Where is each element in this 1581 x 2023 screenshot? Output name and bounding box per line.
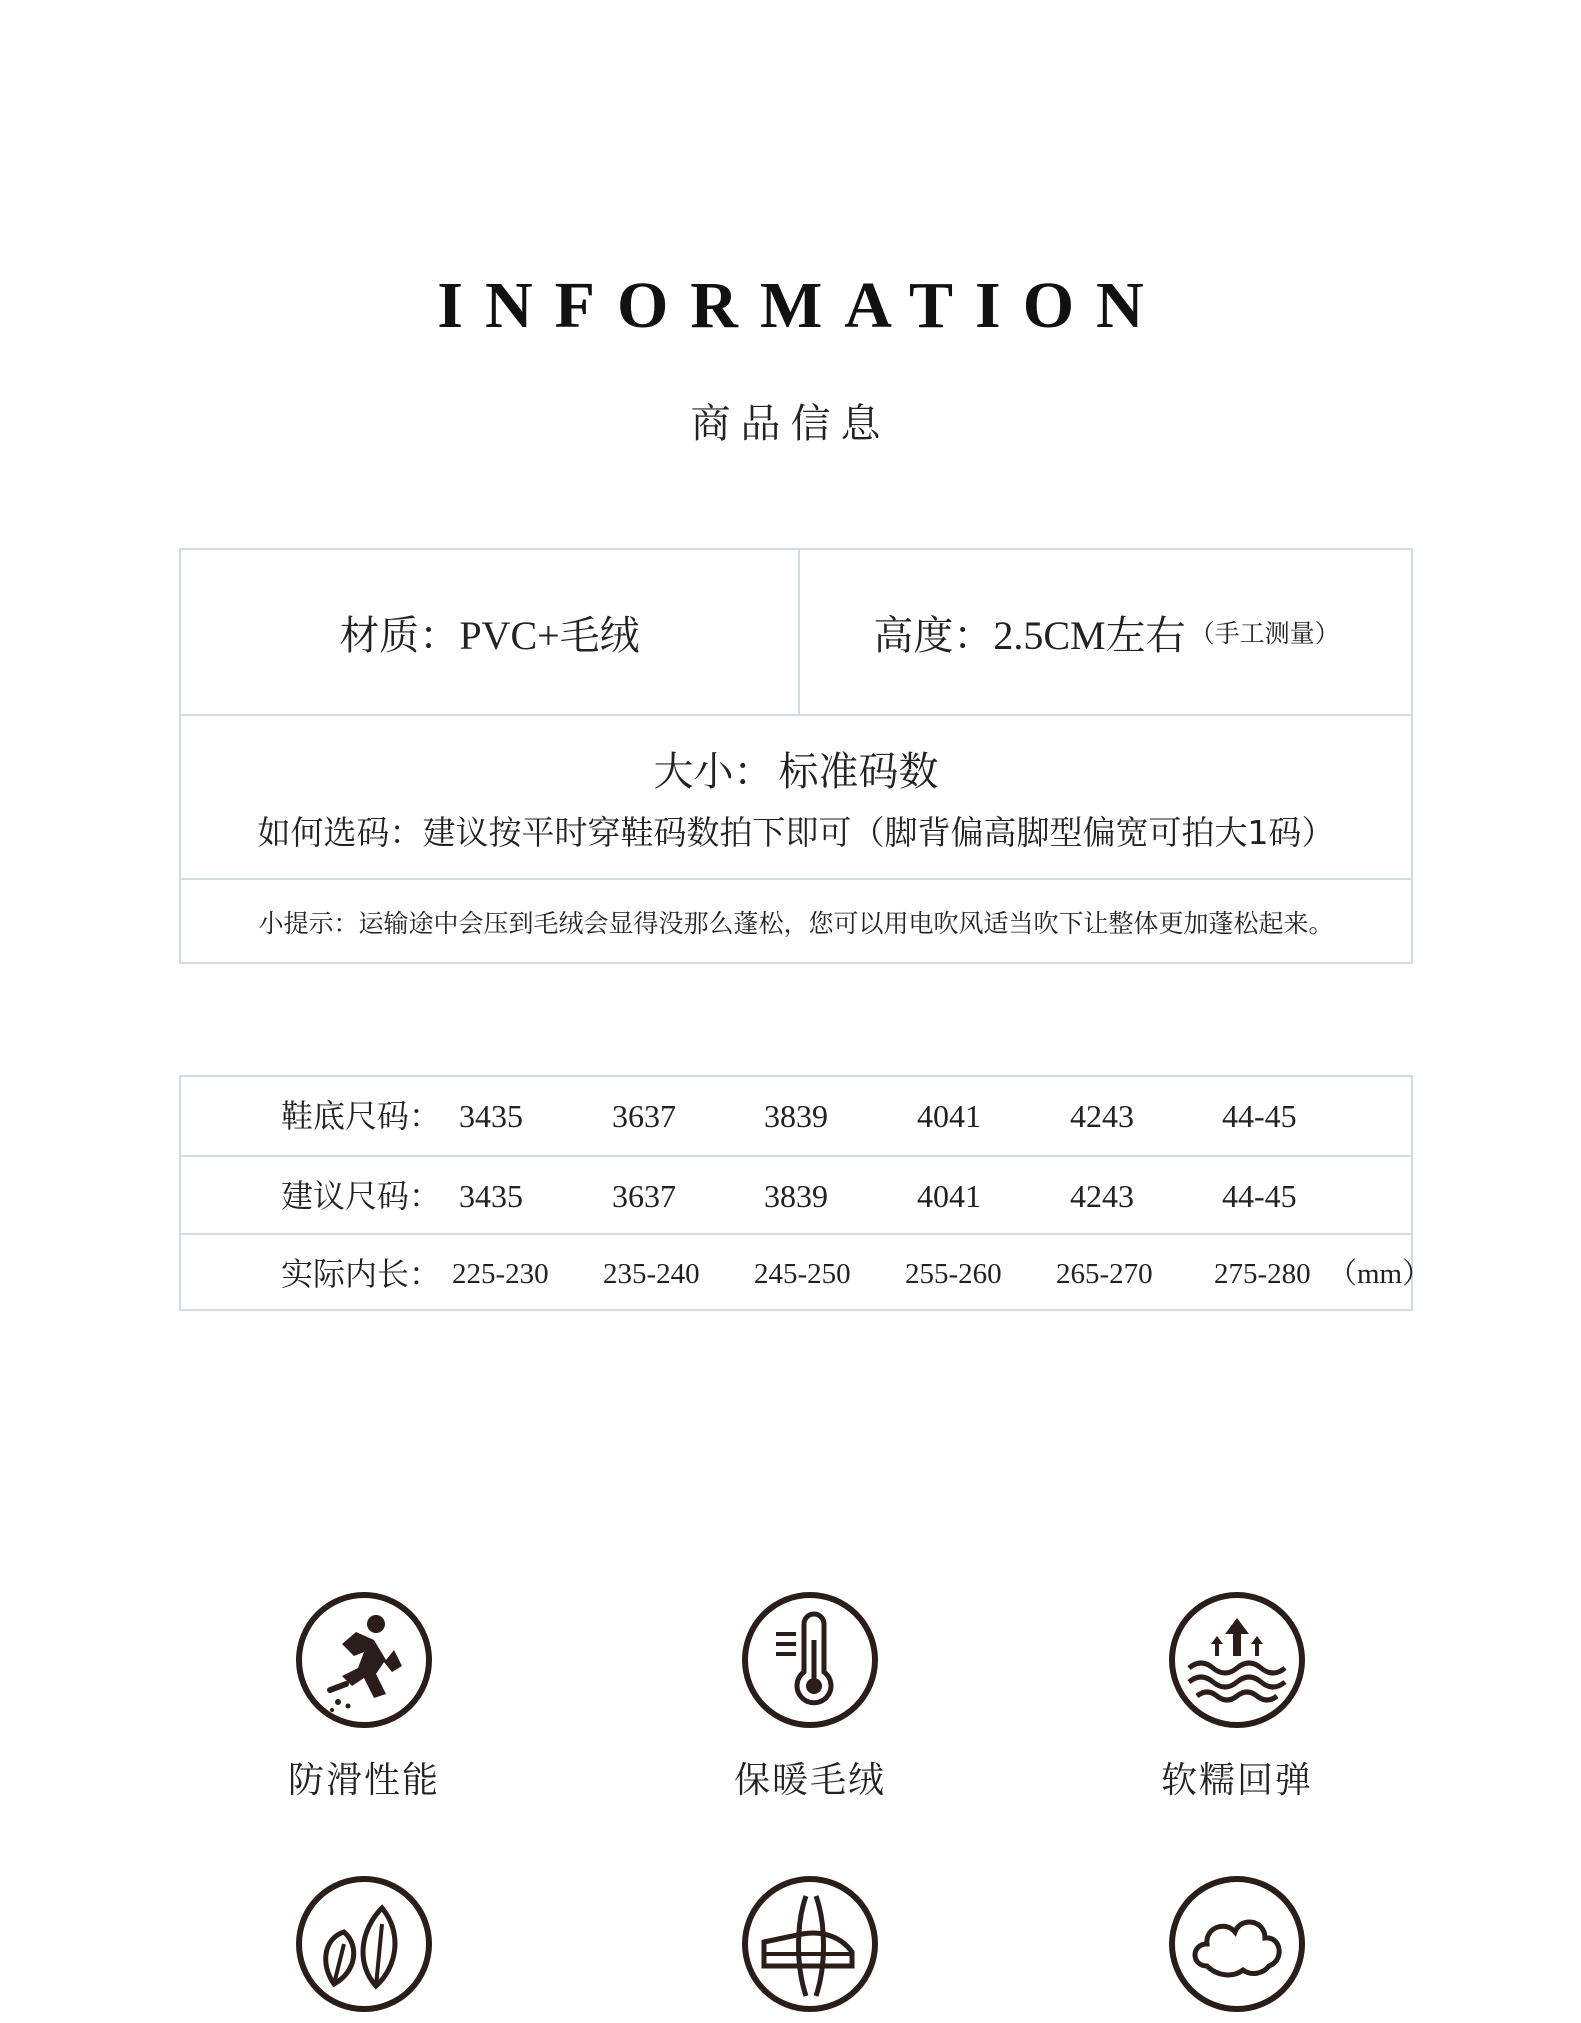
row-label: 建议尺码： bbox=[281, 1177, 442, 1215]
page-title: INFORMATION bbox=[437, 269, 1166, 342]
size-value: 标准码数 bbox=[778, 749, 939, 795]
table-cell: 255-260 bbox=[905, 1258, 1002, 1290]
height-note: （手工测量） bbox=[1189, 619, 1340, 648]
table-cell: 3637 bbox=[612, 1178, 676, 1214]
table-cell: 4243 bbox=[1070, 1178, 1134, 1214]
height-label: 高度： bbox=[873, 612, 994, 659]
tip-text: 小提示：运输途中会压到毛绒会显得没那么蓬松，您可以用电吹风适当吹下让整体更加蓬松起来。 bbox=[258, 909, 1334, 938]
size-table bbox=[179, 1075, 1432, 1311]
table-cell: 4041 bbox=[917, 1098, 981, 1134]
table-cell: 3839 bbox=[764, 1098, 828, 1134]
table-cell: 4243 bbox=[1070, 1098, 1134, 1134]
choose-size-text: 如何选码：建议按平时穿鞋码数拍下即可（脚背偏高脚型偏宽可拍大1码） bbox=[257, 813, 1335, 852]
size-info-cell bbox=[181, 716, 1411, 878]
table-cell: 3435 bbox=[459, 1098, 523, 1134]
table-cell: 3839 bbox=[764, 1178, 828, 1214]
row-label: 鞋底尺码： bbox=[281, 1097, 442, 1135]
feature-slipper bbox=[660, 1874, 960, 2023]
table-cell: 44-45 bbox=[1222, 1098, 1297, 1134]
feature-label: 防滑性能 bbox=[287, 1760, 440, 1801]
material-label: 材质： bbox=[339, 612, 460, 659]
feature-warm-plush bbox=[660, 1590, 960, 1803]
table-cell: 275-280 bbox=[1214, 1258, 1311, 1290]
table-row bbox=[181, 1077, 1411, 1155]
table-row bbox=[181, 1157, 1411, 1235]
slip-person-icon bbox=[294, 1590, 434, 1730]
thermometer-icon bbox=[740, 1590, 880, 1730]
unit-label: （mm） bbox=[1328, 1258, 1432, 1290]
table-row bbox=[181, 1235, 1432, 1313]
slipper-icon bbox=[740, 1874, 880, 2014]
feature-label: 软糯回弹 bbox=[1160, 1760, 1313, 1801]
tip-cell bbox=[181, 880, 1411, 964]
height-value: 2.5CM左右 bbox=[993, 612, 1186, 658]
table-cell: 245-250 bbox=[754, 1258, 851, 1290]
page-subtitle: 商品信息 bbox=[690, 401, 891, 447]
table-cell: 235-240 bbox=[603, 1258, 700, 1290]
feature-eco bbox=[214, 1874, 514, 2023]
material-cell bbox=[181, 550, 798, 714]
size-heading bbox=[653, 740, 938, 797]
leaf-icon bbox=[294, 1874, 434, 2014]
cloud-icon bbox=[1167, 1874, 1307, 2014]
table-cell: 44-45 bbox=[1222, 1178, 1297, 1214]
table-cell: 3637 bbox=[612, 1098, 676, 1134]
material-value: PVC+毛绒 bbox=[459, 612, 640, 658]
feature-soft-rebound bbox=[1087, 1590, 1387, 1803]
rebound-arrows-icon bbox=[1167, 1590, 1307, 1730]
height-cell bbox=[800, 550, 1413, 714]
table-cell: 3435 bbox=[459, 1178, 523, 1214]
product-info-table bbox=[179, 548, 1413, 964]
feature-anti-slip bbox=[214, 1590, 514, 1803]
feature-cloud-soft bbox=[1087, 1874, 1387, 2023]
size-label: 大小： bbox=[653, 749, 774, 795]
feature-label: 保暖毛绒 bbox=[733, 1760, 886, 1801]
table-cell: 265-270 bbox=[1056, 1258, 1153, 1290]
table-cell: 225-230 bbox=[452, 1258, 549, 1290]
row-label: 实际内长： bbox=[281, 1255, 442, 1293]
table-cell: 4041 bbox=[917, 1178, 981, 1214]
